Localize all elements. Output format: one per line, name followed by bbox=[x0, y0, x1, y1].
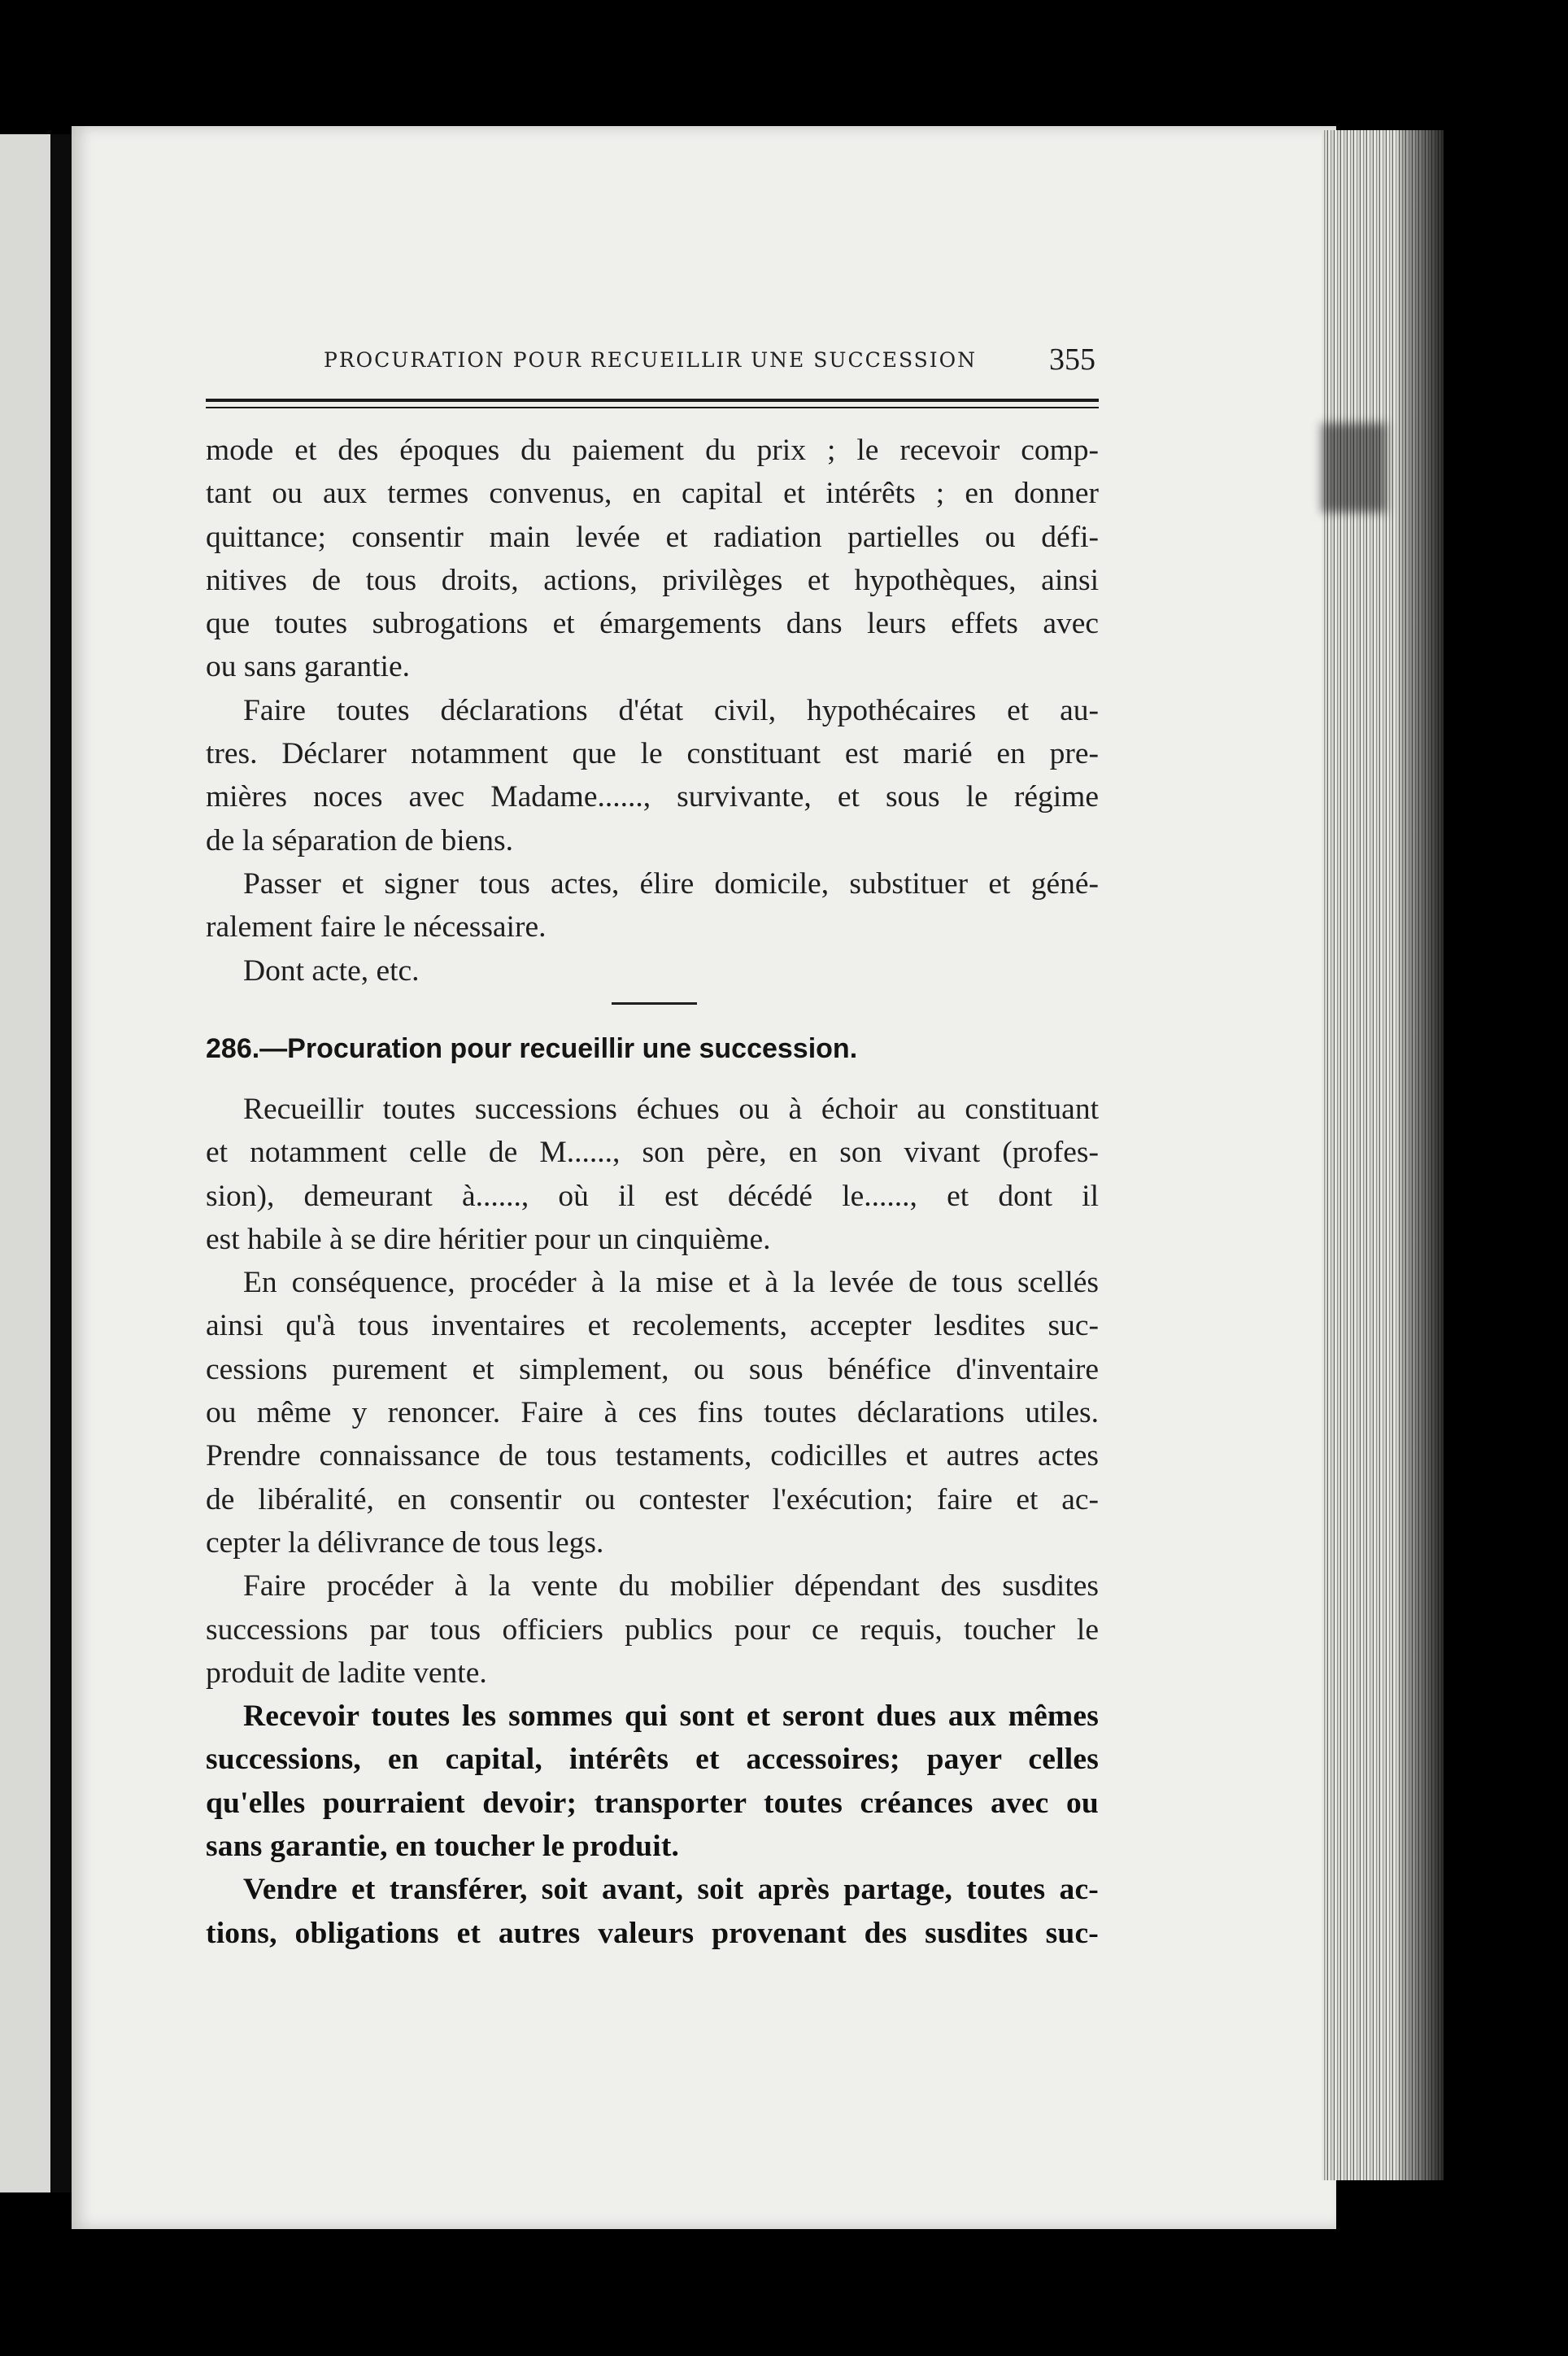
text-line: est habile à se dire héritier pour un cinquième. bbox=[206, 1222, 771, 1256]
text-line: nitives de tous droits, actions, privilèges et hypothèques, ainsi bbox=[206, 563, 1099, 597]
text-line: Dont acte, etc. bbox=[243, 953, 420, 988]
section-separator bbox=[612, 1002, 697, 1005]
text-line: sion), demeurant à......, où il est décédé le......, et dont il bbox=[206, 1179, 1099, 1213]
text-line: et notamment celle de M......, son père, en son vivant (profes- bbox=[206, 1136, 1099, 1170]
text-line: quittance; consentir main levée et radiation partielles ou défi- bbox=[206, 520, 1099, 554]
text-line: cepter la délivrance de tous legs. bbox=[206, 1525, 604, 1560]
text-line: Recevoir toutes les sommes qui sont et seront dues aux mêmes bbox=[243, 1699, 1099, 1734]
text-line: Vendre et transférer, soit avant, soit après partage, toutes ac- bbox=[243, 1873, 1099, 1907]
gutter-shadow bbox=[50, 134, 72, 2192]
text-line: mode et des époques du paiement du prix ; le recevoir comp- bbox=[206, 434, 1099, 467]
text-line: tions, obligations et autres valeurs provenant des susdites suc- bbox=[206, 1916, 1099, 1950]
text-line: successions, en capital, intérêts et accessoires; payer celles bbox=[206, 1743, 1099, 1777]
text-line: de libéralité, en consentir ou contester l'exécution; faire et ac- bbox=[206, 1482, 1099, 1516]
text-line: sans garantie, en toucher le produit. bbox=[206, 1830, 680, 1864]
text-line: mières noces avec Madame......, survivante, et sous le régime bbox=[206, 780, 1099, 814]
section-heading: 286.—Procuration pour recueillir une succession. bbox=[206, 1033, 858, 1064]
previous-page-edge bbox=[0, 134, 50, 2192]
header-rule-thick bbox=[206, 399, 1099, 402]
text-line: ainsi qu'à tous inventaires et recolements, accepter lesdites suc- bbox=[206, 1309, 1099, 1343]
text-line: Passer et signer tous actes, élire domicile, substituer et géné- bbox=[243, 866, 1099, 901]
text-line: Prendre connaissance de tous testaments, codicilles et autres actes bbox=[206, 1439, 1099, 1473]
text-line: ralement faire le nécessaire. bbox=[206, 910, 547, 945]
page-stack-shadow bbox=[1399, 130, 1444, 2180]
text-line: de la séparation de biens. bbox=[206, 823, 513, 857]
text-line: Faire toutes déclarations d'état civil, hypothécaires et au- bbox=[243, 693, 1099, 727]
running-title: PROCURATION POUR RECUEILLIR UNE SUCCESSION bbox=[324, 348, 978, 372]
page-edge-smudge bbox=[1322, 423, 1387, 513]
text-line: tres. Déclarer notamment que le constituant est marié en pre- bbox=[206, 737, 1099, 771]
text-line: cessions purement et simplement, ou sous bénéfice d'inventaire bbox=[206, 1352, 1099, 1386]
text-line: produit de ladite vente. bbox=[206, 1656, 487, 1690]
continued-text-block bbox=[206, 429, 1099, 993]
text-line: Faire procéder à la vente du mobilier dépendant des susdites bbox=[243, 1569, 1099, 1603]
header-rule-thin bbox=[206, 407, 1099, 408]
text-line: que toutes subrogations et émargements dans leurs effets avec bbox=[206, 607, 1099, 641]
text-line: successions par tous officiers publics pour ce requis, toucher le bbox=[206, 1612, 1099, 1647]
text-line: tant ou aux termes convenus, en capital et intérêts ; en donner bbox=[206, 477, 1099, 511]
text-line: En conséquence, procéder à la mise et à la levée de tous scellés bbox=[243, 1266, 1099, 1300]
text-line: ou sans garantie. bbox=[206, 650, 410, 684]
text-line: ou même y renoncer. Faire à ces fins toutes déclarations utiles. bbox=[206, 1396, 1099, 1430]
section-text-block bbox=[206, 1088, 1099, 1955]
text-line: Recueillir toutes successions échues ou à échoir au constituant bbox=[243, 1093, 1099, 1126]
page-number: 355 bbox=[1049, 342, 1095, 377]
text-line: qu'elles pourraient devoir; transporter toutes créances avec ou bbox=[206, 1786, 1099, 1820]
